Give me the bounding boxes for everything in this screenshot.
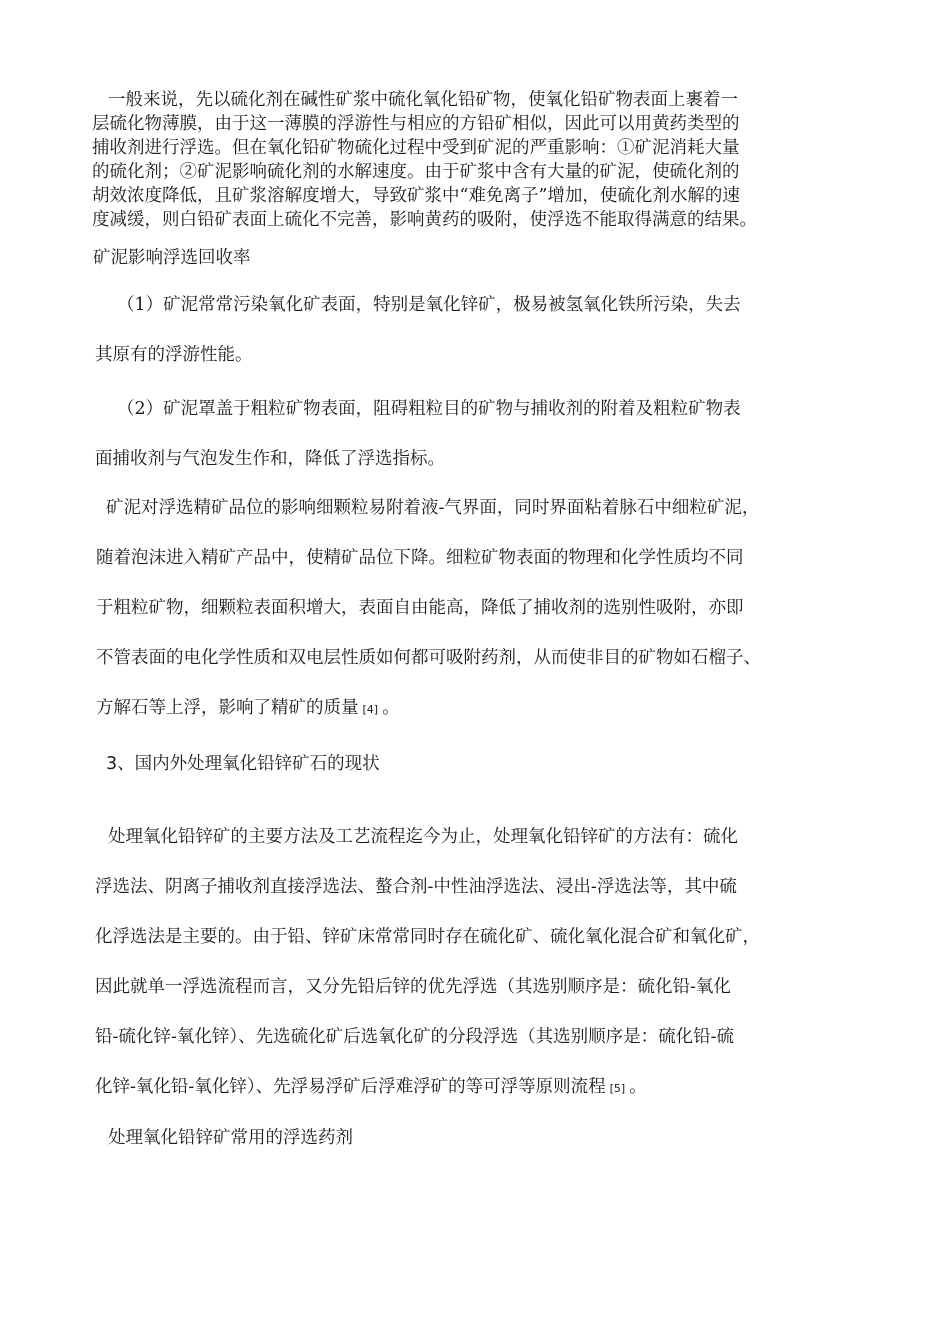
text-line: 的硫化剂；②矿泥影响硫化剂的水解速度。由于矿浆中含有大量的矿泥，使硫化剂的 (92, 162, 740, 182)
text-line: 处理氧化铅锌矿的主要方法及工艺流程迄今为止，处理氧化铅锌矿的方法有：硫化 (108, 827, 738, 847)
text-line: 因此就单一浮选流程而言，又分先铅后锌的优先浮选（其选别顺序是：硫化铅-氧化 (95, 977, 731, 997)
text-line: 层硫化物薄膜，由于这一薄膜的浮游性与相应的方铅矿相似，因此可以用黄药类型的 (92, 114, 740, 134)
text-line: 化浮选法是主要的。由于铅、锌矿床常常同时存在硫化矿、硫化氧化混合矿和氧化矿， (95, 927, 760, 947)
paragraph-sulfidization (92, 88, 862, 232)
text-line: （1）矿泥常常污染氧化矿表面，特别是氧化锌矿，极易被氢氧化铁所污染，失去 (117, 295, 741, 315)
citation-ref: [5] (609, 1082, 626, 1095)
text-run: 。 (382, 698, 400, 718)
text-line: 浮选法、阴离子捕收剂直接浮选法、螯合剂-中性油浮选法、浸出-浮选法等，其中硫 (95, 877, 737, 897)
text-line: 一般来说，先以硫化剂在碱性矿浆中硫化氧化铅矿物，使氧化铅矿物表面上裹着一 (108, 90, 738, 110)
list-item-2 (95, 384, 865, 484)
heading-mud-recovery: 矿泥影响浮选回收率 (93, 248, 251, 268)
text-line: 捕收剂进行浮选。但在氧化铅矿物硫化过程中受到矿泥的严重影响：①矿泥消耗大量 (92, 138, 740, 158)
text-line: 其原有的浮游性能。 (95, 345, 253, 365)
section-heading-3 (106, 752, 380, 776)
paragraph-methods (95, 812, 865, 1112)
text-line: 矿泥对浮选精矿品位的影响细颗粒易附着液-气界面，同时界面粘着脉石中细粒矿泥， (106, 498, 760, 518)
text-line-last (95, 1062, 865, 1112)
text-run: 。 (629, 1077, 647, 1097)
text-run: 化锌-氧化铅-氧化锌）、先浮易浮矿后浮难浮矿的等可浮等原则流程 (95, 1077, 606, 1097)
text-line: 随着泡沫进入精矿产品中，使精矿品位下降。细粒矿物表面的物理和化学性质均不同 (96, 548, 744, 568)
section-title: 3、国内外处理氧化铅锌矿石的现状 (106, 754, 380, 774)
text-line: 于粗粒矿物，细颗粒表面积增大，表面自由能高，降低了捕收剂的选别性吸附，亦即 (96, 598, 744, 618)
text-run: 方解石等上浮，影响了精矿的质量 (96, 698, 359, 718)
text-line: 铅-硫化锌-氧化锌）、先选硫化矿后选氧化矿的分段浮选（其选别顺序是：硫化铅-硫 (95, 1027, 734, 1047)
list-item-1 (95, 280, 865, 380)
paragraph-concentrate-grade (96, 483, 866, 733)
text-line: 不管表面的电化学性质和双电层性质如何都可吸附药剂，从而使非目的矿物如石榴子、 (96, 648, 761, 668)
citation-ref: [4] (362, 703, 379, 716)
text-line: （2）矿泥罩盖于粗粒矿物表面，阻碍粗粒目的矿物与捕收剂的附着及粗粒矿物表 (117, 399, 741, 419)
text-line: 面捕收剂与气泡发生作和，降低了浮选指标。 (95, 449, 445, 469)
text-line: 度减缓，则白铅矿表面上硫化不完善，影响黄药的吸附，使浮选不能取得满意的结果。 (92, 210, 757, 230)
text-line: 胡效浓度降低，且矿浆溶解度增大，导致矿浆中“难免离子”增加，使硫化剂水解的速 (92, 186, 740, 206)
heading-reagents: 处理氧化铅锌矿常用的浮选药剂 (108, 1128, 353, 1148)
text-line-last (96, 683, 866, 733)
